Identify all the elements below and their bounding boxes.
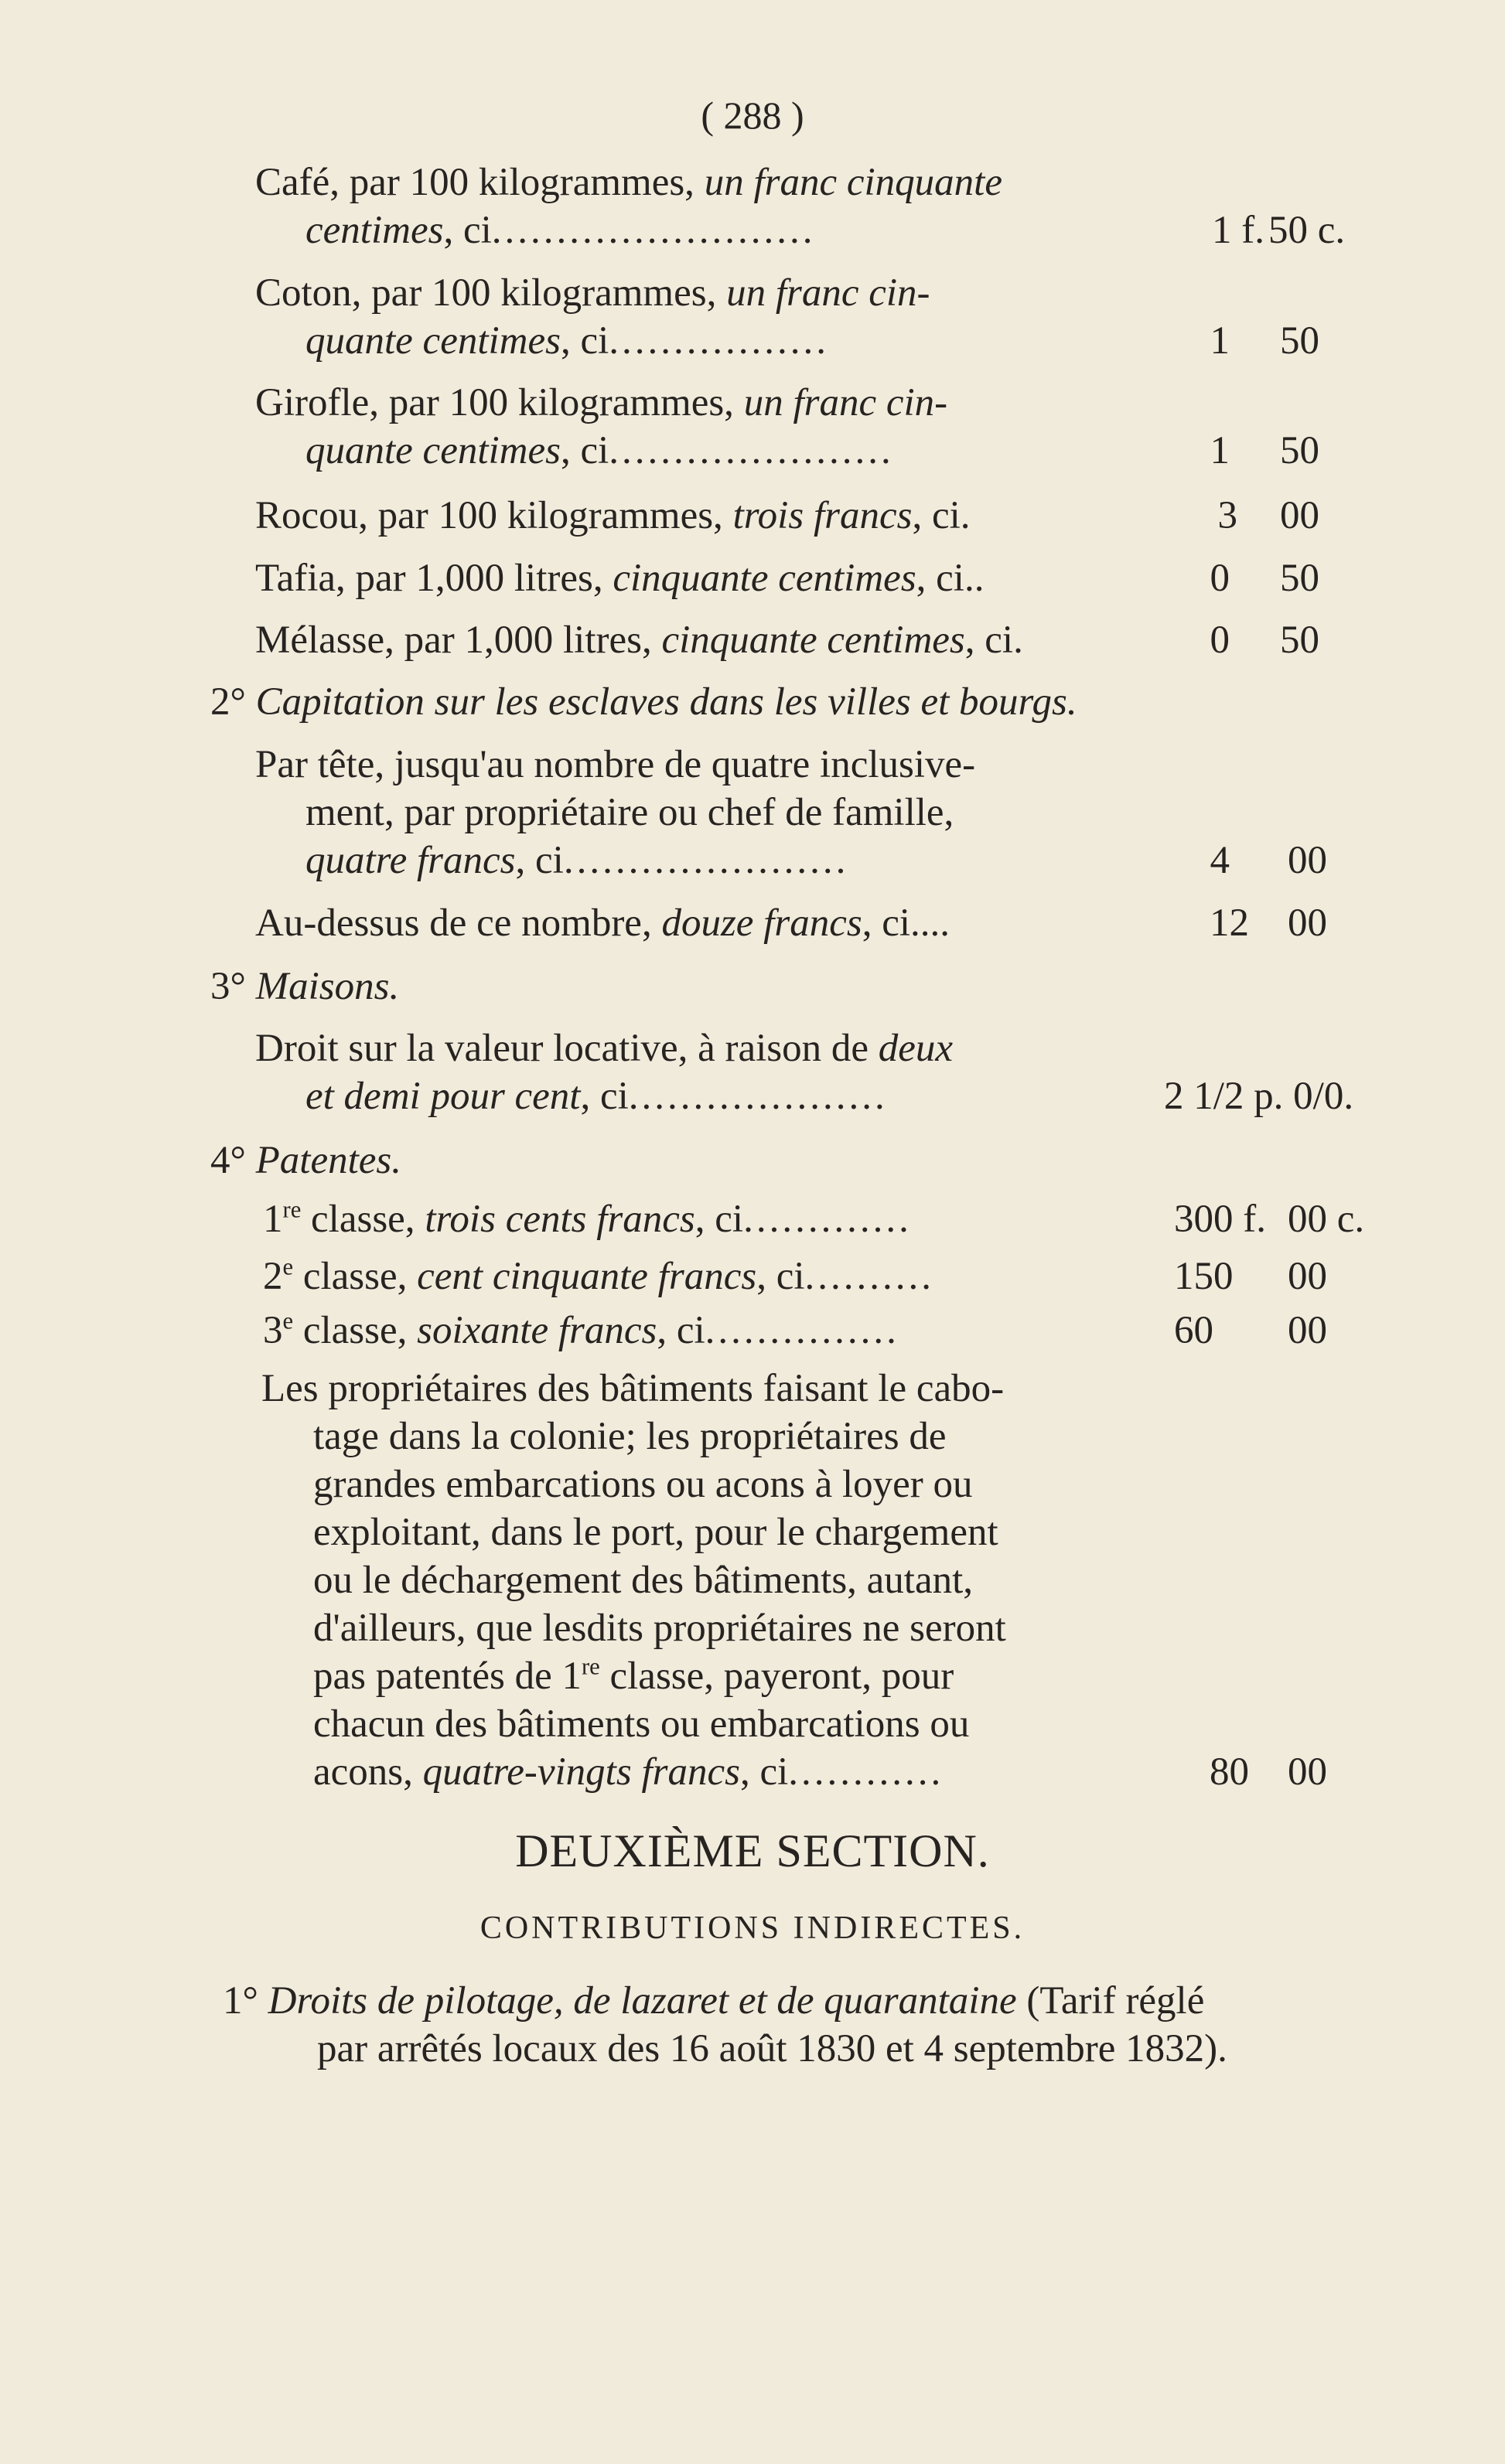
item-italic: quante centimes: [305, 319, 561, 363]
class-number: 3: [263, 1309, 283, 1352]
item-text: , ci: [580, 1075, 629, 1118]
subsection-title: Capitation sur les esclaves dans les villes et bourgs.: [255, 680, 1077, 724]
leader-dots: ............: [788, 1750, 944, 1794]
tariff-item-rocou: [0, 492, 1505, 540]
item-italic: Droits de pilotage, de lazaret et de quarantaine: [268, 1979, 1017, 2023]
amount-francs: 150: [1174, 1255, 1234, 1298]
page-number: ( 288 ): [701, 94, 804, 137]
item-text: Droit sur la valeur locative, à raison de: [255, 1027, 879, 1070]
amount-centimes: 00: [1280, 494, 1319, 537]
leader-dots: .........................: [491, 209, 816, 252]
item-italic: quatre francs: [305, 839, 516, 882]
amount-francs: 12: [1210, 901, 1249, 945]
item-text: Rocou, par 100 kilogrammes,: [255, 494, 733, 537]
class-suffix: re: [282, 1196, 302, 1223]
amount-centimes: 00 c.: [1288, 1198, 1365, 1241]
amount-centimes: 50: [1280, 319, 1319, 363]
section-title: DEUXIÈME SECTION.: [515, 1825, 990, 1876]
item-italic: quatre-vingts francs: [422, 1750, 740, 1794]
item-text: , ci....: [862, 901, 950, 945]
maisons-item: [0, 1024, 1505, 1120]
patente-2e-classe: [0, 1252, 1505, 1300]
item-text: grandes embarcations ou acons à loyer ou: [313, 1463, 973, 1506]
item-text: Tafia, par 1,000 litres,: [255, 557, 613, 600]
item-italic: deux: [878, 1027, 954, 1070]
item-italic: douze francs: [661, 901, 862, 945]
leader-dots: ....................: [628, 1075, 888, 1118]
amount-centimes: 00: [1288, 901, 1327, 945]
leader-dots: .............: [743, 1198, 912, 1241]
item-text: tage dans la colonie; les propriétaires de: [313, 1415, 947, 1458]
class-number: 2: [263, 1255, 283, 1298]
capitation-item-above: [0, 899, 1505, 947]
item-text: Girofle, par 100 kilogrammes,: [255, 381, 744, 424]
subsection-title: Patentes.: [255, 1139, 402, 1182]
item-italic: et demi pour cent: [305, 1075, 581, 1118]
item-text: Coton, par 100 kilogrammes,: [255, 271, 727, 315]
class-suffix: e: [282, 1307, 294, 1334]
subsection-number: 4°: [210, 1139, 246, 1182]
amount-francs: 1: [1210, 429, 1230, 472]
amount-francs: 80: [1210, 1750, 1249, 1794]
subsection-number: 1°: [223, 1979, 258, 2023]
amount-francs: 1: [1210, 319, 1230, 363]
subsection-maisons: [0, 963, 1505, 1010]
amount-francs: 0: [1210, 557, 1230, 600]
section-subtitle: CONTRIBUTIONS INDIRECTES.: [479, 1910, 1026, 1946]
item-italic: centimes: [305, 209, 444, 252]
item-text: , ci: [756, 1255, 805, 1298]
item-text: classe,: [293, 1255, 418, 1298]
amount-rate: 2 1/2 p. 0/0.: [1164, 1075, 1354, 1118]
item-text: (Tarif réglé: [1016, 1979, 1205, 2023]
item-text: Au-dessus de ce nombre,: [255, 901, 662, 945]
leader-dots: ...............: [705, 1309, 899, 1352]
item-italic: trois cents francs: [425, 1198, 695, 1241]
item-italic: un franc cin-: [726, 271, 930, 315]
subsection-patentes: [0, 1137, 1505, 1184]
droits-pilotage: [0, 1977, 1505, 2073]
item-text: , ci.: [964, 619, 1023, 662]
item-text: , ci..: [916, 557, 985, 600]
item-italic: quante centimes: [305, 429, 561, 472]
tariff-item-tafia: [0, 554, 1505, 602]
class-number: 1: [263, 1198, 283, 1241]
item-text: pas patentés de 1: [313, 1655, 582, 1698]
amount-centimes: 50: [1280, 557, 1319, 600]
item-text: , ci.: [912, 494, 971, 537]
item-text: , ci: [443, 209, 492, 252]
item-italic: trois francs: [732, 494, 913, 537]
item-italic: un franc cinquante: [704, 161, 1002, 204]
item-text: , ci: [560, 319, 609, 363]
item-text: , ci: [739, 1750, 789, 1794]
patente-3e-classe: [0, 1307, 1505, 1355]
item-italic: un franc cin-: [743, 381, 948, 424]
item-text: Les propriétaires des bâtiments faisant le cabo-: [261, 1367, 1005, 1410]
item-italic: cent cinquante francs: [417, 1255, 757, 1298]
amount-francs: 300 f.: [1174, 1198, 1266, 1241]
item-text: ment, par propriétaire ou chef de famille,: [305, 791, 954, 834]
amount-centimes: 50 c.: [1268, 209, 1346, 252]
leader-dots: ......................: [609, 429, 894, 472]
tariff-item-cafe: [0, 158, 1505, 254]
amount-centimes: 00: [1288, 839, 1327, 882]
amount-francs: 0: [1210, 619, 1230, 662]
item-text: ou le déchargement des bâtiments, autant,: [313, 1559, 974, 1602]
leader-dots: .................: [609, 319, 830, 363]
item-text: , ci: [657, 1309, 705, 1352]
subsection-title: Maisons.: [255, 965, 400, 1008]
item-text: Par tête, jusqu'au nombre de quatre inclusive-: [255, 743, 976, 786]
tariff-item-girofle: [0, 379, 1505, 475]
leader-dots: ......................: [563, 839, 849, 882]
amount-francs: 3: [1217, 494, 1237, 537]
item-text: d'ailleurs, que lesdits propriétaires ne seront: [313, 1607, 1006, 1650]
subsection-number: 2°: [210, 680, 246, 724]
subsection-number: 3°: [210, 965, 246, 1008]
item-text: , ci: [515, 839, 564, 882]
amount-centimes: 00: [1288, 1255, 1327, 1298]
leader-dots: ..........: [804, 1255, 934, 1298]
patente-1re-classe: [0, 1195, 1505, 1243]
class-suffix: re: [581, 1653, 600, 1680]
amount-francs: 60: [1174, 1309, 1213, 1352]
item-text: Café, par 100 kilogrammes,: [255, 161, 705, 204]
item-text: , ci: [694, 1198, 744, 1241]
item-text: acons,: [313, 1750, 423, 1794]
patente-proprietaires: [0, 1365, 1505, 1796]
amount-francs: 4: [1210, 839, 1230, 882]
item-text: classe, payeront, pour: [599, 1655, 954, 1698]
item-text: Mélasse, par 1,000 litres,: [255, 619, 662, 662]
item-text: par arrêtés locaux des 16 août 1830 et 4 septembre 1832).: [317, 2027, 1227, 2070]
amount-centimes: 50: [1280, 619, 1319, 662]
item-text: classe,: [301, 1198, 425, 1241]
amount-centimes: 00: [1288, 1750, 1327, 1794]
amount-centimes: 50: [1280, 429, 1319, 472]
item-text: exploitant, dans le port, pour le chargement: [313, 1511, 998, 1554]
tariff-item-coton: [0, 269, 1505, 365]
subsection-capitation: [0, 678, 1505, 726]
class-suffix: e: [282, 1253, 294, 1280]
item-italic: cinquante centimes: [661, 619, 965, 662]
item-italic: cinquante centimes: [613, 557, 916, 600]
capitation-item-base: [0, 741, 1505, 884]
item-italic: soixante francs: [417, 1309, 657, 1352]
item-text: , ci: [560, 429, 609, 472]
tariff-item-melasse: [0, 616, 1505, 664]
item-text: chacun des bâtiments ou embarcations ou: [313, 1702, 970, 1746]
item-text: classe,: [293, 1309, 418, 1352]
amount-francs: 1 f.: [1212, 209, 1264, 252]
amount-centimes: 00: [1288, 1309, 1327, 1352]
